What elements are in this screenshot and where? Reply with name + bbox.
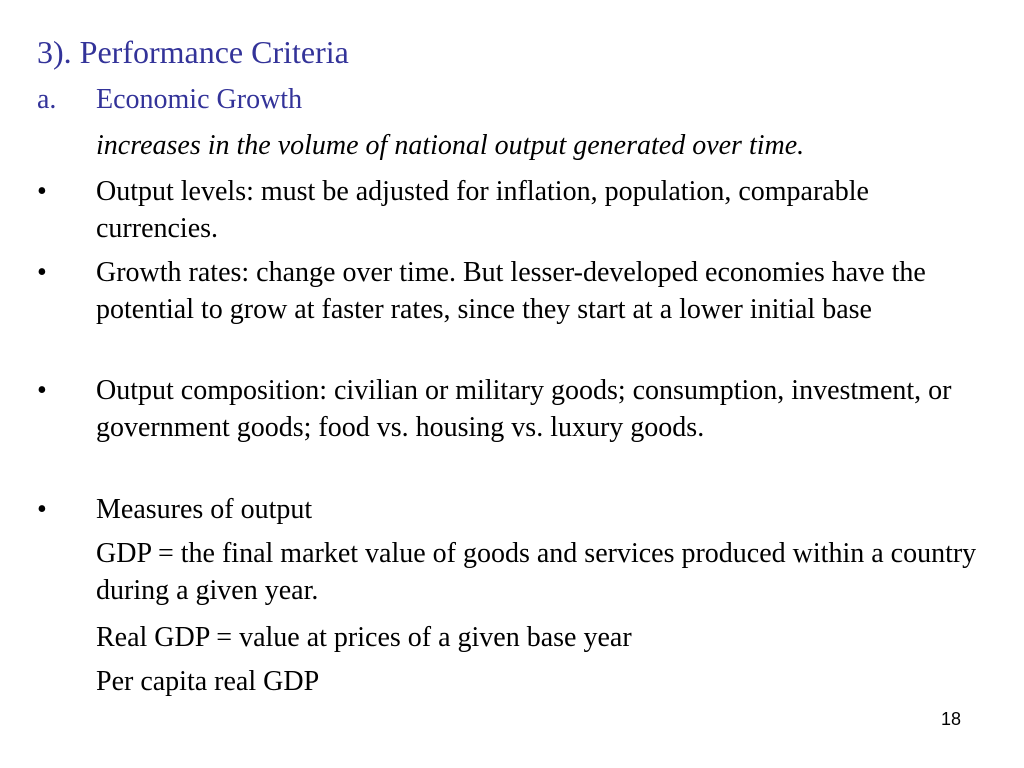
bullet-growth-rates: Growth rates: change over time. But lesser-developed economies have the potential to grow at faster rates, since they start at a lower initial base [96, 257, 926, 325]
measure-gdp: GDP = the final market value of goods and services produced within a country during a given year. [96, 538, 977, 606]
bullet-glyph: • [37, 375, 47, 406]
bullet-glyph: • [37, 257, 47, 288]
measure-per-capita-real-gdp: Per capita real GDP [96, 666, 320, 697]
page-number: 18 [941, 709, 962, 729]
bullet-glyph: • [37, 494, 47, 525]
bullet-output-levels: Output levels: must be adjusted for inflation, population, comparable currencies. [96, 176, 869, 244]
section-title: Economic Growth [96, 84, 303, 115]
bullet-output-composition: Output composition: civilian or military goods; consumption, investment, or government goods; food vs. housing vs. luxury goods. [96, 375, 952, 443]
bullet-measures-of-output: Measures of output [96, 494, 313, 525]
slide-title: 3). Performance Criteria [37, 34, 349, 70]
measure-real-gdp: Real GDP = value at prices of a given base year [96, 622, 632, 653]
section-marker: a. [37, 84, 57, 115]
bullet-glyph: • [37, 176, 47, 207]
definition-text: increases in the volume of national output generated over time. [96, 130, 805, 161]
